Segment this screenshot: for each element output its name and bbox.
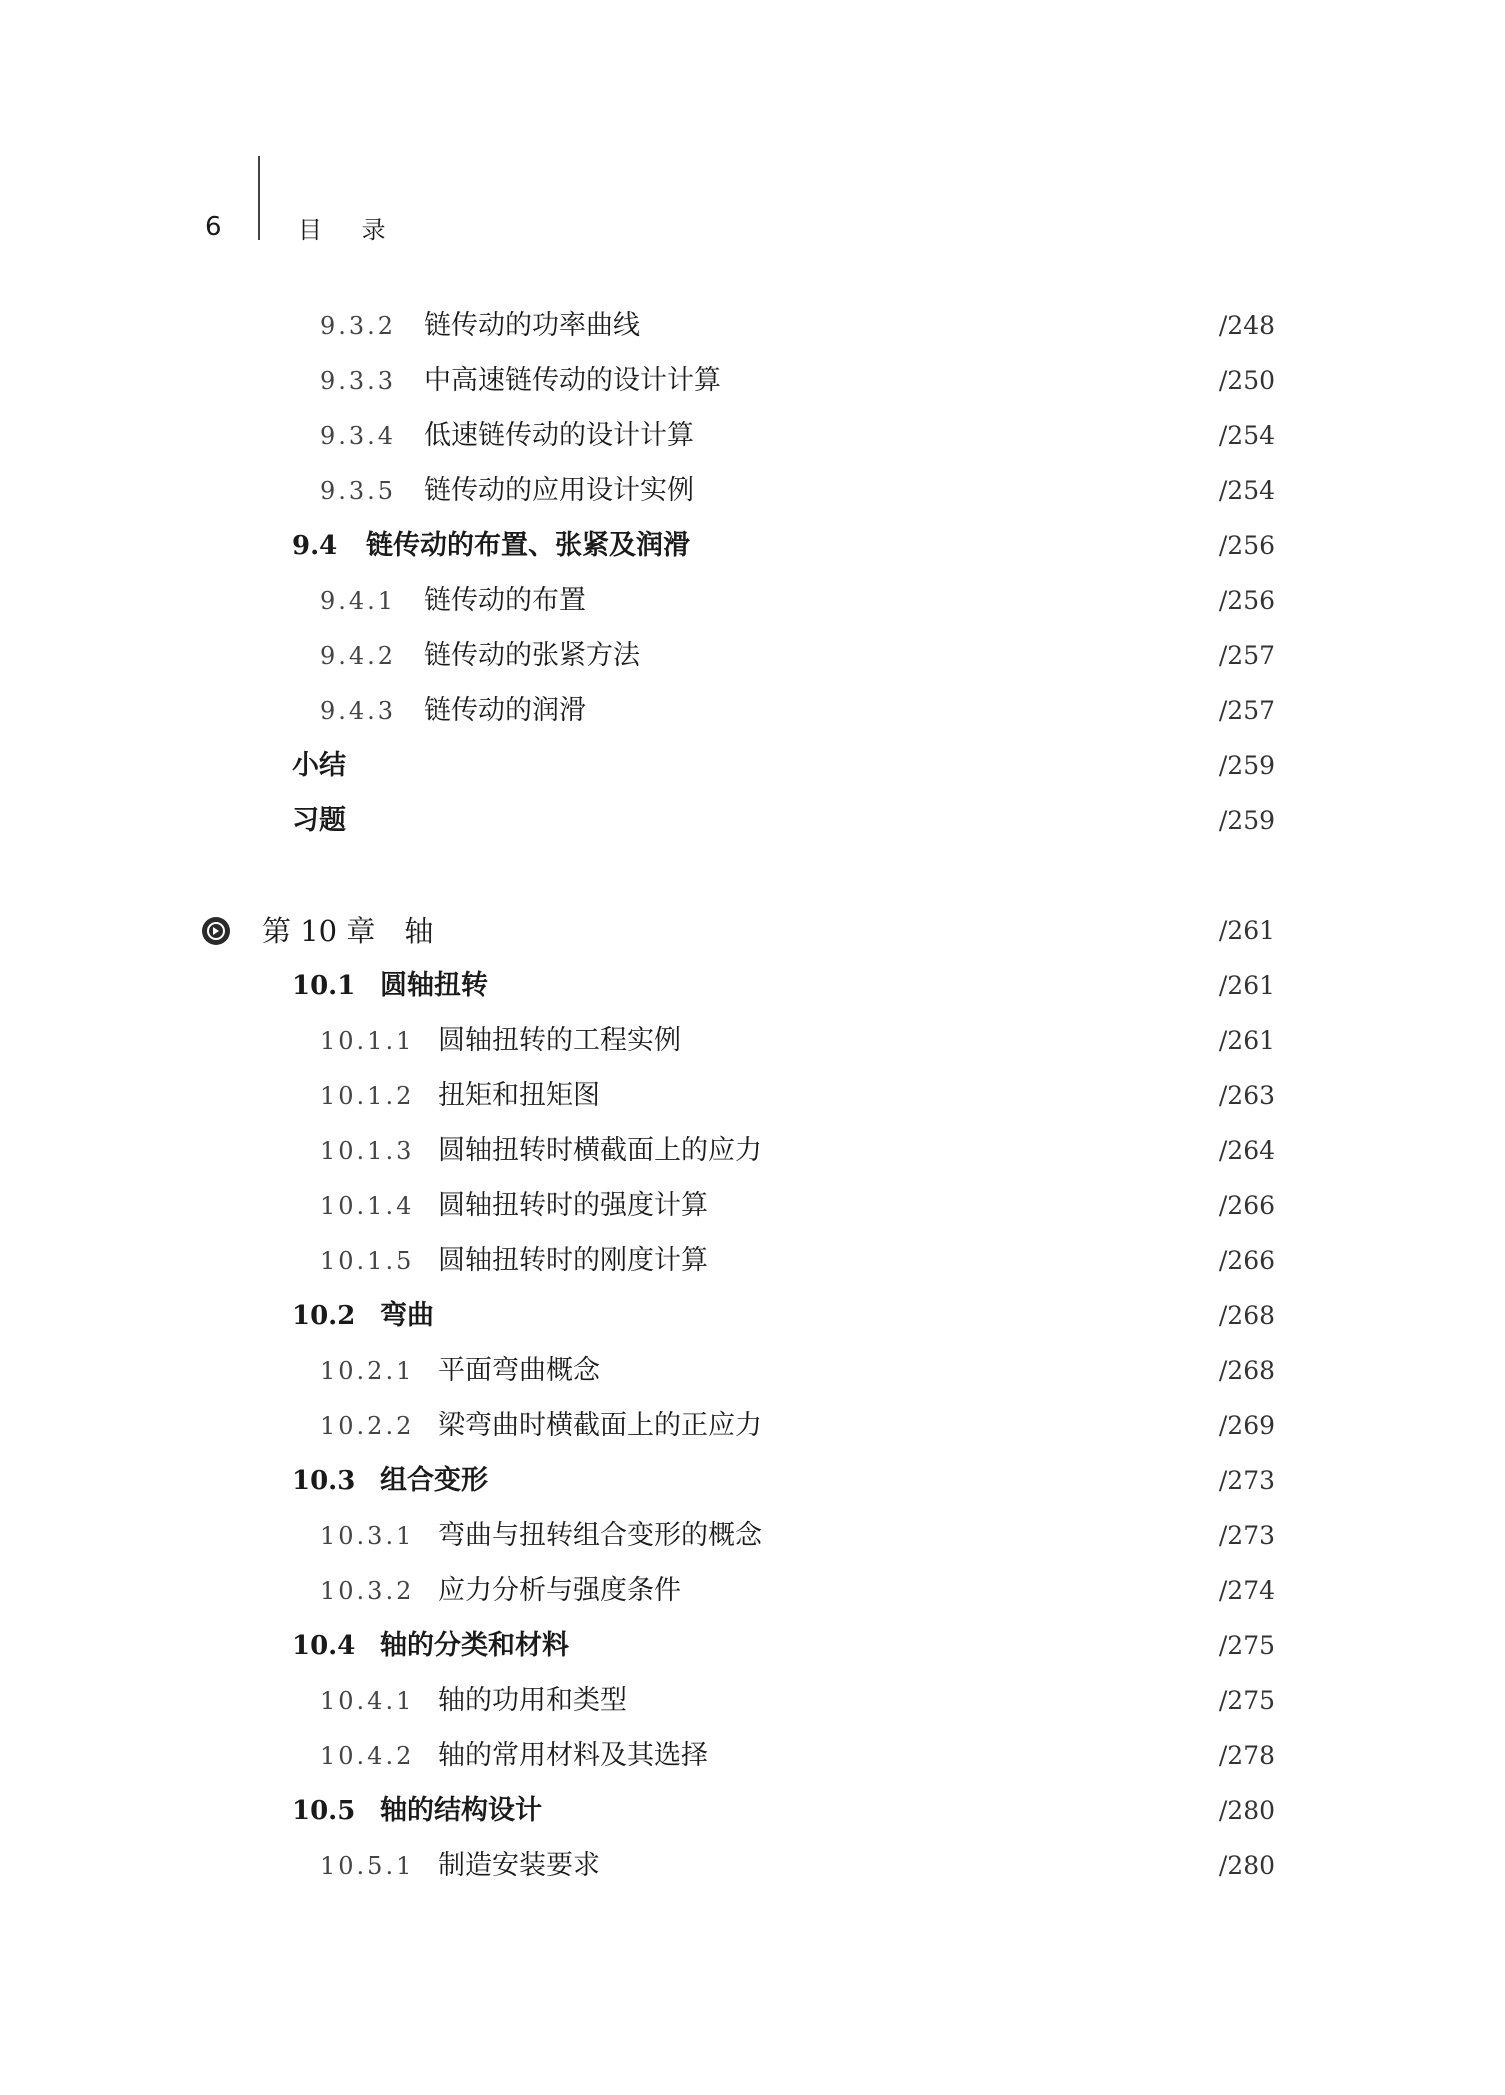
entry-title: 圆轴扭转: [380, 970, 488, 1001]
entry-title: 链传动的应用设计实例: [424, 475, 694, 506]
entry-number: 10.1.4: [320, 1192, 415, 1220]
toc-entry[interactable]: [0, 1788, 1505, 1834]
entry-title: 链传动的张紧方法: [424, 640, 640, 671]
entry-page: /280: [1218, 1851, 1275, 1880]
entry-number: 10.1.3: [320, 1137, 415, 1165]
entry-number: 10.3: [292, 1466, 356, 1496]
entry-page: /261: [1218, 971, 1275, 1000]
entry-page: /254: [1218, 421, 1275, 450]
entry-number: 9.3.3: [320, 367, 397, 395]
entry-page: /250: [1218, 366, 1275, 395]
entry-number: 9.4.3: [320, 697, 397, 725]
entry-title: 组合变形: [380, 1465, 488, 1496]
toc-entry[interactable]: [0, 1403, 1505, 1449]
toc-entry[interactable]: [0, 468, 1505, 514]
entry-number: 10.5: [292, 1796, 356, 1826]
toc-entry[interactable]: [0, 1843, 1505, 1889]
entry-title: 链传动的布置: [424, 585, 586, 616]
entry-title: 弯曲: [380, 1300, 434, 1331]
entry-title: 平面弯曲概念: [438, 1355, 600, 1386]
entry-page: /263: [1218, 1081, 1275, 1110]
entry-page: /273: [1218, 1466, 1275, 1495]
toc-entry[interactable]: [0, 303, 1505, 349]
entry-title: 轴的分类和材料: [380, 1630, 569, 1661]
entry-number: 9.3.2: [320, 312, 397, 340]
entry-page: /259: [1218, 751, 1275, 780]
entry-number: 10.1.1: [320, 1027, 415, 1055]
entry-number: 10.1.5: [320, 1247, 415, 1275]
toc-entry[interactable]: [0, 523, 1505, 569]
toc-entry[interactable]: [0, 358, 1505, 404]
entry-title: 轴的结构设计: [380, 1795, 542, 1826]
entry-page: /257: [1218, 696, 1275, 725]
toc-entry[interactable]: [0, 413, 1505, 459]
entry-page: /275: [1218, 1686, 1275, 1715]
entry-title: 链传动的布置、张紧及润滑: [366, 530, 690, 561]
entry-title: 低速链传动的设计计算: [424, 420, 694, 451]
entry-title: 第 10 章 轴: [262, 914, 434, 948]
entry-title: 小结: [292, 750, 346, 781]
toc-entry[interactable]: [0, 1678, 1505, 1724]
toc-entry[interactable]: [0, 963, 1505, 1009]
entry-page: /261: [1218, 1026, 1275, 1055]
entry-number: 10.2: [292, 1301, 356, 1331]
toc-entry[interactable]: [0, 1073, 1505, 1119]
entry-number: 9.3.4: [320, 422, 397, 450]
entry-page: /275: [1218, 1631, 1275, 1660]
entry-page: /264: [1218, 1136, 1275, 1165]
entry-page: /274: [1218, 1576, 1275, 1605]
entry-page: /280: [1218, 1796, 1275, 1825]
entry-title: 制造安装要求: [438, 1850, 600, 1881]
entry-page: /261: [1218, 916, 1275, 945]
chapter-entry[interactable]: [0, 908, 1505, 954]
entry-page: /259: [1218, 806, 1275, 835]
entry-page: /273: [1218, 1521, 1275, 1550]
toc-entry[interactable]: [0, 688, 1505, 734]
entry-title: 习题: [292, 805, 346, 836]
entry-number: 9.4.1: [320, 587, 397, 615]
entry-title: 轴的常用材料及其选择: [438, 1740, 708, 1771]
toc-entry[interactable]: [0, 1513, 1505, 1559]
toc-entry[interactable]: [0, 1458, 1505, 1504]
entry-number: 10.2.1: [320, 1357, 415, 1385]
entry-page: /278: [1218, 1741, 1275, 1770]
entry-number: 9.4.2: [320, 642, 397, 670]
entry-page: /254: [1218, 476, 1275, 505]
entry-number: 10.1: [292, 971, 356, 1001]
entry-page: /256: [1218, 531, 1275, 560]
entry-number: 10.3.1: [320, 1522, 415, 1550]
entry-title: 应力分析与强度条件: [438, 1575, 681, 1606]
entry-title: 圆轴扭转的工程实例: [438, 1025, 681, 1056]
toc-entry[interactable]: [0, 1128, 1505, 1174]
toc-entry[interactable]: [0, 1623, 1505, 1669]
section-name: 目 录: [298, 216, 402, 244]
toc-entry[interactable]: [0, 1348, 1505, 1394]
entry-page: /248: [1218, 311, 1275, 340]
entry-page: /257: [1218, 641, 1275, 670]
entry-title: 梁弯曲时横截面上的正应力: [438, 1410, 762, 1441]
entry-title: 链传动的功率曲线: [424, 310, 640, 341]
entry-number: 10.4.1: [320, 1687, 415, 1715]
entry-number: 10.1.2: [320, 1082, 415, 1110]
chapter-bullet-icon: [202, 917, 230, 945]
toc-entry[interactable]: [0, 1018, 1505, 1064]
entry-title: 圆轴扭转时的强度计算: [438, 1190, 708, 1221]
entry-title: 弯曲与扭转组合变形的概念: [438, 1520, 762, 1551]
page-number: 6: [205, 212, 222, 242]
entry-number: 10.5.1: [320, 1852, 415, 1880]
entry-number: 10.4.2: [320, 1742, 415, 1770]
entry-page: /266: [1218, 1191, 1275, 1220]
entry-page: /256: [1218, 586, 1275, 615]
entry-title: 圆轴扭转时的刚度计算: [438, 1245, 708, 1276]
entry-number: 10.2.2: [320, 1412, 415, 1440]
toc-entry[interactable]: [0, 1733, 1505, 1779]
entry-number: 10.4: [292, 1631, 356, 1661]
entry-number: 9.3.5: [320, 477, 397, 505]
entry-title: 轴的功用和类型: [438, 1685, 627, 1716]
toc-entry[interactable]: [0, 578, 1505, 624]
toc-entry[interactable]: [0, 798, 1505, 844]
entry-page: /269: [1218, 1411, 1275, 1440]
entry-page: /268: [1218, 1356, 1275, 1385]
entry-page: /266: [1218, 1246, 1275, 1275]
toc-entry[interactable]: [0, 1293, 1505, 1339]
toc-entry[interactable]: [0, 1238, 1505, 1284]
entry-title: 扭矩和扭矩图: [438, 1080, 600, 1111]
toc-entry[interactable]: [0, 1183, 1505, 1229]
entry-number: 10.3.2: [320, 1577, 415, 1605]
toc-entry[interactable]: [0, 1568, 1505, 1614]
entry-number: 9.4: [292, 531, 338, 561]
toc-entry[interactable]: [0, 743, 1505, 789]
entry-title: 中高速链传动的设计计算: [424, 365, 721, 396]
entry-title: 圆轴扭转时横截面上的应力: [438, 1135, 762, 1166]
entry-title: 链传动的润滑: [424, 695, 586, 726]
toc-entry[interactable]: [0, 633, 1505, 679]
entry-page: /268: [1218, 1301, 1275, 1330]
